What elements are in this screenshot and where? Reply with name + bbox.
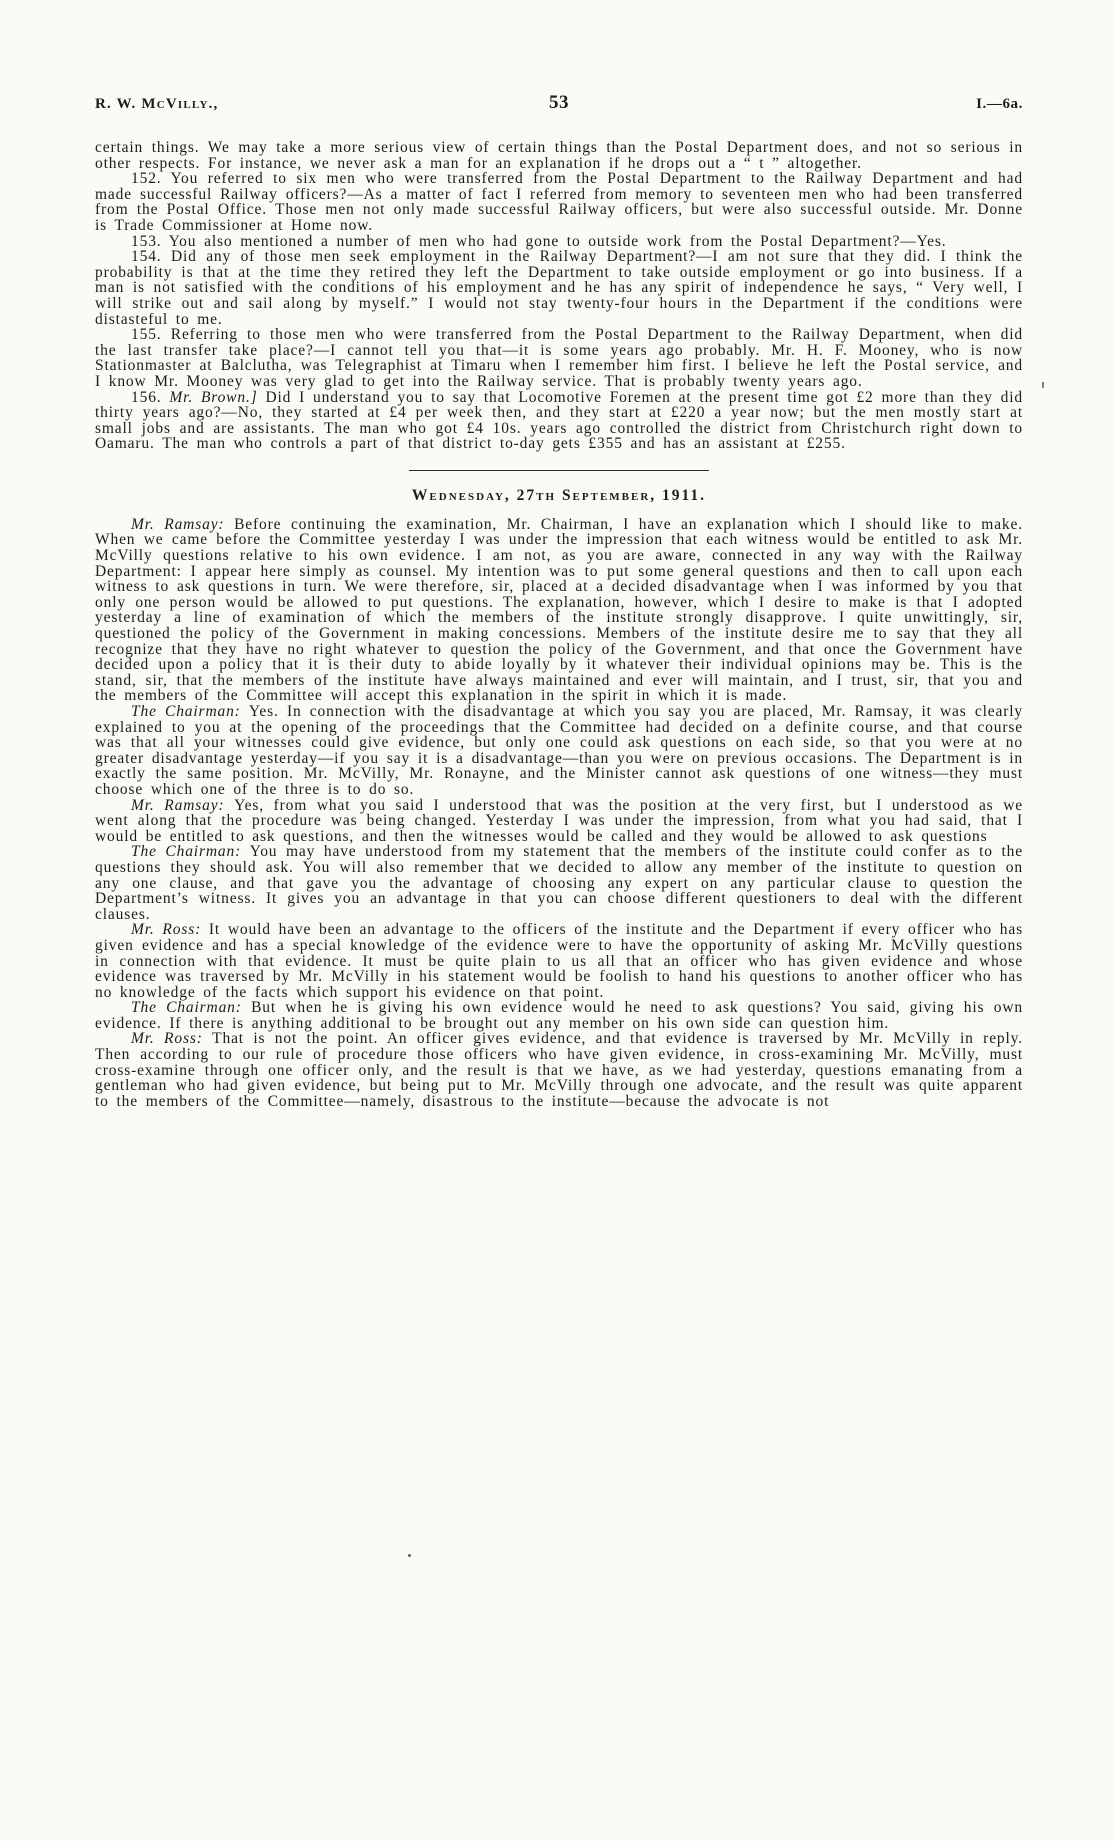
page-number: 53: [549, 92, 569, 113]
paragraph: 153. You also mentioned a number of men who had gone to outside work from the Postal Department?—Yes.: [131, 232, 947, 250]
paragraph: Mr. Ramsay: Yes, from what you said I understood that was the position at the very first, but I understood as we went along that the procedure was being changed. Yesterday I was under the impression, from what you had said, that I would be entitled to ask questions, and then the witnesses would be called and they would be allowed to ask questions: [95, 796, 1023, 845]
page-content: [95, 92, 1023, 1109]
paragraph: Mr. Ross: It would have been an advantage to the officers of the institute and the Department if every officer who has given evidence and has a special knowledge of the evidence were to have the opportunity of asking Mr. McVilly questions in connection with that evidence. It must be quite plain to us all that an officer who has given evidence and whose evidence was traversed by Mr. McVilly in his statement would be foolish to hand his questions to another officer who has no knowledge of the facts which support his evidence on that point.: [95, 921, 1023, 1001]
question-number: 155.: [131, 326, 171, 344]
section-divider: [409, 470, 709, 471]
session-heading: Wednesday, 27th September, 1911.: [411, 486, 707, 504]
question-number: 154.: [131, 248, 171, 266]
scan-artifact-mark: [1042, 382, 1044, 388]
session-body: [95, 517, 1023, 1110]
speaker-name: Mr. Ramsay:: [131, 515, 235, 533]
paragraph: Mr. Ramsay: Before continuing the examination, Mr. Chairman, I have an explanation which I should like to make. When we came before the Committee yesterday I was under the impression that each witness would be entitled to ask Mr. McVilly questions relative to his own evidence. I am not, as you are aware, connected in any way with the Railway Department: I appear here simply as counsel. My intention was to put some general questions and then to call upon each witness to ask questions in turn. We were therefore, sir, placed at a decided disadvantage when I was informed by you that only one person would be allowed to put questions. The explanation, however, which I desire to make is that I adopted yesterday a line of examination of which the members of the institute strongly disapprove. I quite unwittingly, sir, questioned the policy of the Government in making concessions. Members of the institute desire me to say that they all recognize that they have no right whatever to question the policy of the Government, and that once the Government have decided upon a policy that it is their duty to abide loyally by it whatever their individual opinions may be. This is the stand, sir, that the members of the institute have always maintained and ever will maintain, and I trust, sir, that you and the members of the Committee will accept this explanation in the spirit in which it is made.: [95, 515, 1023, 705]
paragraph: 154. Did any of those men seek employment in the Railway Department?—I am not sure that they did. I think the probability is that at the time they retired they left the Department to take outside employment or go into business. If a man is not satisfied with the conditions of his employment and he has any spirit of independence he says, “ Very well, I will strike out and sail along by myself.” I would not stay twenty-four hours in the Department if the conditions were distasteful to me.: [95, 248, 1024, 328]
paragraph: certain things. We may take a more serious view of certain things than the Postal Department does, and not so serious in other respects. For instance, we never ask a man for an explanation if he drops out a “ t ” altogether.: [95, 139, 1023, 172]
speaker-name: Mr. Ramsay:: [131, 796, 235, 814]
speaker-name: The Chairman:: [131, 703, 249, 720]
question-number: 153.: [131, 232, 169, 250]
speaker-name: Mr. Ross:: [131, 921, 209, 939]
transcript-body: [95, 140, 1023, 452]
question-number: 152.: [131, 170, 171, 188]
paper-reference: I.—6a.: [976, 96, 1023, 112]
paragraph: 152. You referred to six men who were transferred from the Postal Department to the Railway Department and had made successful Railway officers?—As a matter of fact I referred from memory to seventeen men who had been transferred from the Postal Office. Those men not only made successful Railway officers, but were also successful outside. Mr. Donne is Trade Commissioner at Home now.: [95, 170, 1023, 234]
paragraph: The Chairman: You may have understood from my statement that the members of the institute could confer as to the questions they should ask. You will also remember that we decided to allow any member of the institute to question on any one clause, and that gave you the advantage of choosing any expert on any particular clause to question the Department’s witness. It gives you an advantage in that you can choose different questioners to deal with the different clauses.: [95, 843, 1023, 923]
page-header: [95, 92, 1023, 114]
scan-artifact-dot: [408, 1554, 411, 1557]
paragraph: 156. Mr. Brown.] Did I understand you to say that Locomotive Foremen at the present time got £2 more than they did thirty years ago?—No, they started at £4 per week then, and they start at £220 a year now; but the men mostly start at small jobs and are assistants. The man who got £4 10s. years ago controlled the district from Christchurch right down to Oamaru. The man who controls a part of that district to-day gets £355 and has an assistant at £255.: [95, 388, 1023, 453]
speaker-name: Mr. Ross:: [131, 1030, 213, 1048]
paragraph: The Chairman: But when he is giving his own evidence would he need to ask questions? You said, giving his own evidence. If there is anything additional to be brought out any member on his own side can question him.: [95, 999, 1023, 1032]
speaker-name: Mr. Brown.]: [169, 388, 266, 406]
running-title-witness: R. W. McVilly.,: [95, 96, 219, 112]
paragraph: Mr. Ross: That is not the point. An officer gives evidence, and that evidence is traversed by Mr. McVilly in reply. Then according to our rule of procedure those officers who have given evidence, in cross-examining Mr. McVilly, must cross-examine through one officer only, and the result is that we have, as we had yesterday, questions emanating from a gentleman who had given evidence, but being put to Mr. McVilly through one advocate, and the result was quite apparent to the members of the Committee—namely, disastrous to the institute—because the advocate is not: [95, 1030, 1023, 1110]
paragraph: The Chairman: Yes. In connection with the disadvantage at which you say you are placed, Mr. Ramsay, it was clearly explained to you at the opening of the proceedings that the Committee had decided on a definite course, and that course was that all your witnesses could give evidence, but only one could ask questions on each side, so that you were at no greater disadvantage yesterday—if you say it is a disadvantage—than you were on previous occasions. The Department is in exactly the same position. Mr. McVilly, Mr. Ronayne, and the Minister cannot ask questions of one witness—they must choose which one of the three is to do so.: [95, 703, 1023, 798]
question-number: 156.: [131, 388, 170, 406]
paragraph: 155. Referring to those men who were transferred from the Postal Department to the Railway Department, when did the last transfer take place?—I cannot tell you that—it is some years ago probably. Mr. H. F. Mooney, who is now Stationmaster at Balclutha, was Telegraphist at Timaru when I remember him first. I believe he left the Postal service, and I know Mr. Mooney was very glad to get into the Railway service. That is probably twenty years ago.: [95, 326, 1023, 390]
speaker-name: The Chairman:: [131, 999, 252, 1017]
speaker-name: The Chairman:: [131, 843, 250, 861]
